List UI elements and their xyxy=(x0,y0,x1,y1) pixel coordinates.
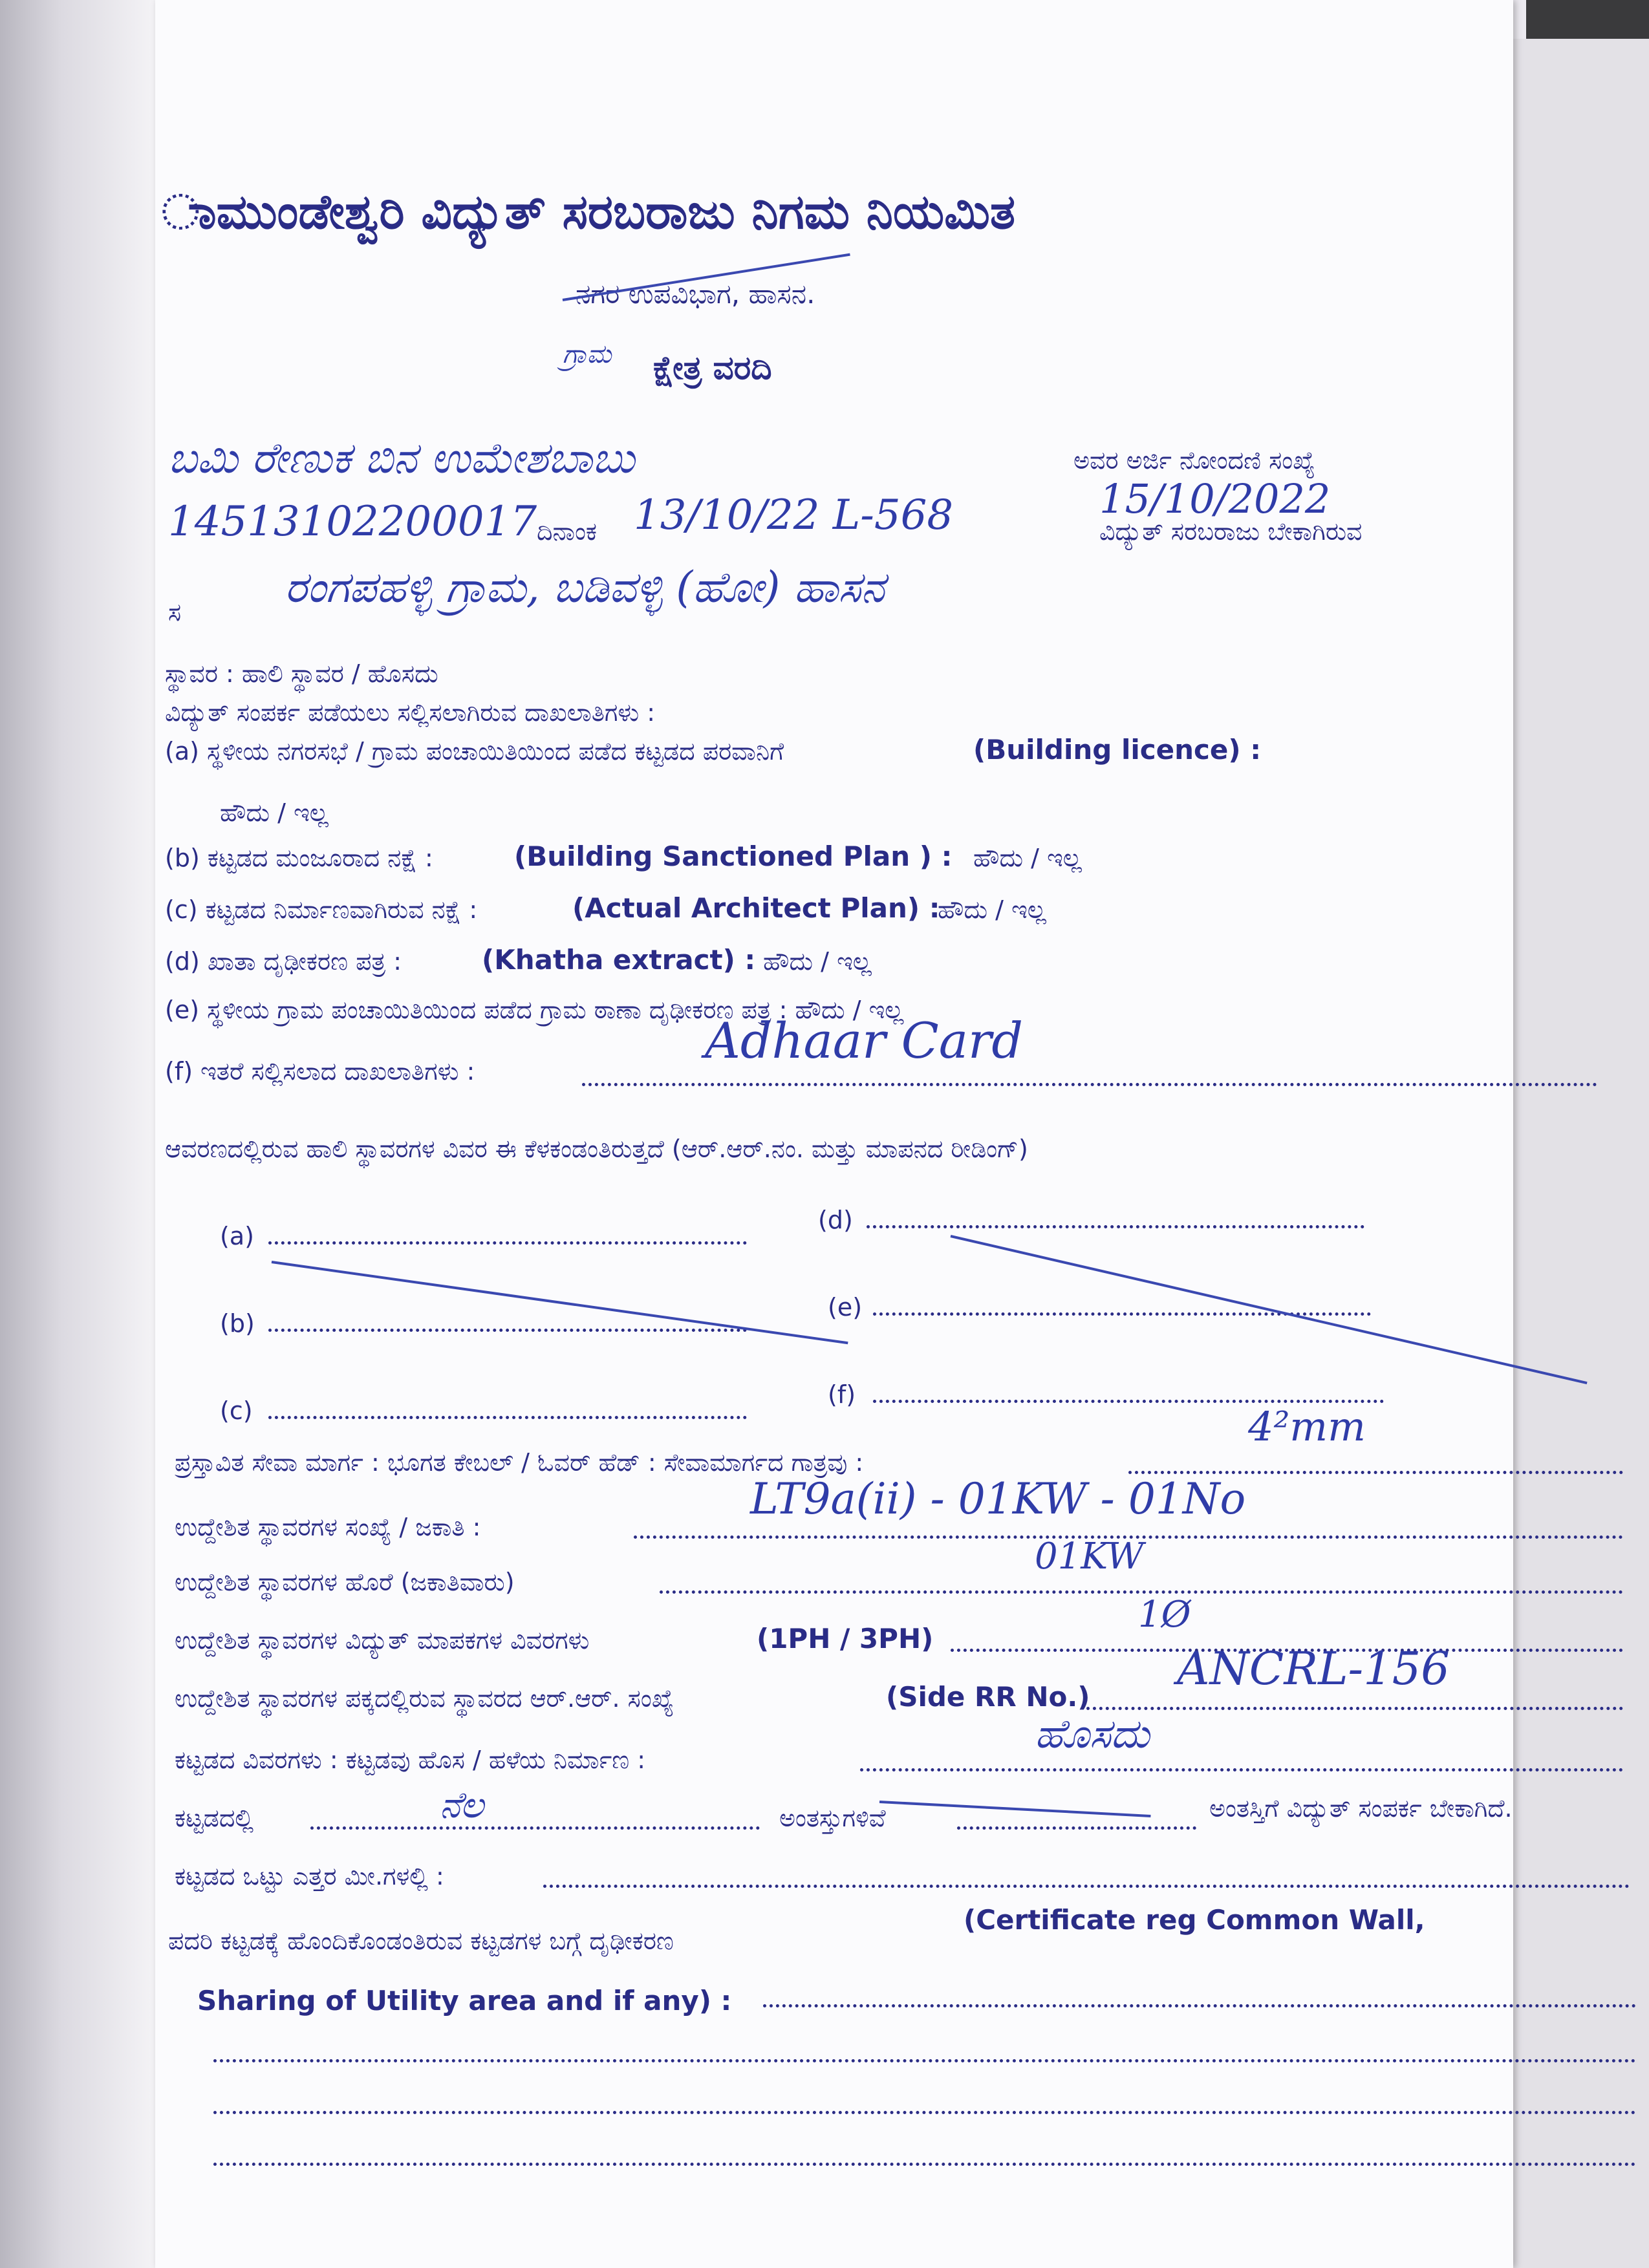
doc-f-kn: (f) ಇತರೆ ಸಲ್ಲಿಸಲಾದ ದಾಖಲಾತಿಗಳು : xyxy=(165,1057,475,1086)
existing-a-line xyxy=(268,1241,747,1245)
doc-b-kn: (b) ಕಟ್ಟಡದ ಮಂಜೂರಾದ ನಕ್ಷೆ : xyxy=(165,844,433,872)
place-prefix: ಸ xyxy=(168,598,182,626)
place-value: ರಂಗಪಹಳ್ಳಿ ಗ್ರಾಮ, ಬಡಿವಳ್ಳಿ (ಹೋ) ಹಾಸನ xyxy=(285,562,885,612)
floors-suffix: ಅಂತಸ್ತಿಗೆ ವಿದ್ಯುತ್ ಸಂಪರ್ಕ ಬೇಕಾಗಿದೆ. xyxy=(1209,1794,1513,1823)
doc-c-kn: (c) ಕಟ್ಟಡದ ನಿರ್ಮಾಣವಾಗಿರುವ ನಕ್ಷೆ : xyxy=(165,895,478,924)
common-wall-kn: ಪದರಿ ಕಟ್ಟಡಕ್ಕೆ ಹೊಂದಿಕೊಂಡಂತಿರುವ ಕಟ್ಟಡಗಳ ಬಗ್ಗೆ ದೃಢೀಕರಣ xyxy=(168,1927,674,1955)
applicant-name: ಬಮಿ ರೇಣುಕ ಬಿನ ಉಮೇಶಬಾಬು xyxy=(168,433,635,483)
existing-c-label: (c) xyxy=(220,1396,253,1425)
doc-c-yes-no: ಹೌದು / ಇಲ್ಲ xyxy=(938,895,1046,924)
doc-d-kn: (d) ಖಾತಾ ದೃಢೀಕರಣ ಪತ್ರ : xyxy=(165,947,402,976)
doc-f-value: Adhaar Card xyxy=(705,1012,1024,1069)
doc-d-yes-no: ಹೌದು / ಇಲ್ಲ xyxy=(763,947,872,976)
existing-a-label: (a) xyxy=(220,1222,254,1250)
building-label: ಕಟ್ಟಡದ ವಿವರಗಳು : ಕಟ್ಟಡವು ಹೊಸ / ಹಳೆಯ ನಿರ್ಮಾಣ : xyxy=(175,1746,646,1774)
service-line-label: ಪ್ರಸ್ತಾವಿತ ಸೇವಾ ಮಾರ್ಗ : ಭೂಗತ ಕೇಬಲ್ / ಓವರ್ ಹೆಡ್ : ಸೇವಾಮಾರ್ಗದ ಗಾತ್ರವು : xyxy=(175,1448,864,1477)
height-label: ಕಟ್ಟಡದ ಒಟ್ಟು ಎತ್ತರ ಮೀ.ಗಳಲ್ಲಿ : xyxy=(175,1862,444,1890)
side-rr-en: (Side RR No.) xyxy=(886,1681,1090,1713)
common-wall-en: (Certificate reg Common Wall, xyxy=(964,1904,1425,1936)
subdivision: ನಗರ ಉಪವಿಭಾಗ, ಹಾಸನ. xyxy=(576,278,815,310)
floors-strike xyxy=(879,1801,1151,1817)
existing-c-line xyxy=(268,1416,747,1419)
date-value: 13/10/22 L-568 xyxy=(634,491,954,539)
common-dots-2 xyxy=(213,2059,1636,2062)
side-rr-value: ANCRL-156 xyxy=(1177,1642,1450,1695)
height-dots xyxy=(543,1885,1630,1888)
common-dots-4 xyxy=(213,2163,1636,2166)
building-value: ಹೊಸದು xyxy=(1035,1710,1150,1757)
common-wall-en2: Sharing of Utility area and if any) : xyxy=(197,1985,732,2017)
existing-d-line xyxy=(867,1225,1364,1228)
meter-en: (1PH / 3PH) xyxy=(757,1623,934,1654)
load-label: ಉದ್ದೇಶಿತ ಸ್ಥಾವರಗಳ ಹೊರೆ (ಜಕಾತಿವಾರು) xyxy=(175,1568,515,1596)
common-dots-3 xyxy=(213,2111,1636,2114)
side-rr-dots xyxy=(1086,1707,1623,1710)
floors-mid: ಅಂತಸ್ತುಗಳಿವೆ xyxy=(779,1804,886,1832)
floors-dots-2 xyxy=(957,1826,1196,1830)
side-rr-label: ಉದ್ದೇಶಿತ ಸ್ಥಾವರಗಳ ಪಕ್ಕದಲ್ಲಿರುವ ಸ್ಥಾವರದ ಆರ್.ಆರ್. ಸಂಖ್ಯೆ xyxy=(175,1684,674,1713)
doc-d-en: (Khatha extract) : xyxy=(482,944,756,976)
doc-b-en: (Building Sanctioned Plan ) : xyxy=(514,840,953,872)
existing-d-label: (d) xyxy=(818,1206,853,1234)
reg-no-label: ಅವರ ಅರ್ಜಿ ನೋಂದಣಿ ಸಂಖ್ಯೆ xyxy=(1073,446,1315,475)
installation-count-value: LT9a(ii) - 01KW - 01No xyxy=(750,1474,1246,1524)
floors-prefix: ಕಟ್ಟಡದಲ್ಲಿ xyxy=(175,1804,254,1832)
doc-a-yes-no: ಹೌದು / ಇಲ್ಲ xyxy=(220,798,329,827)
existing-b-line xyxy=(268,1329,747,1332)
existing-f-label: (f) xyxy=(828,1380,856,1409)
installation-count-label: ಉದ್ದೇಶಿತ ಸ್ಥಾವರಗಳ ಸಂಖ್ಯೆ / ಜಕಾತಿ : xyxy=(175,1513,481,1541)
doc-b-yes-no: ಹೌದು / ಇಲ್ಲ xyxy=(973,844,1082,872)
doc-e-kn: (e) ಸ್ಥಳೀಯ ಗ್ರಾಮ ಪಂಚಾಯಿತಿಯಿಂದ ಪಡೆದ ಗ್ರಾಮ ಠಾಣಾ ದೃಢೀಕರಣ ಪತ್ರ : ಹೌದು / ಇಲ್ಲ xyxy=(165,996,904,1024)
service-line-size: 4²mm xyxy=(1248,1403,1366,1450)
reg-number: 14513102200017 xyxy=(168,498,537,546)
doc-a-en: (Building licence) : xyxy=(973,734,1262,765)
meter-label: ಉದ್ದೇಶಿತ ಸ್ಥಾವರಗಳ ವಿದ್ಯುತ್ ಮಾಪಕಗಳ ವಿವರಗಳು xyxy=(175,1626,590,1654)
existing-e-label: (e) xyxy=(828,1293,863,1321)
date-value-2: 15/10/2022 xyxy=(1099,475,1331,522)
load-value: 01KW xyxy=(1035,1535,1144,1578)
doc-f-dotline xyxy=(582,1083,1597,1086)
doc-c-en: (Actual Architect Plan) : xyxy=(572,892,940,924)
building-dots xyxy=(860,1768,1623,1771)
docs-heading: ವಿದ್ಯುತ್ ಸಂಪರ್ಕ ಪಡೆಯಲು ಸಲ್ಲಿಸಲಾಗಿರುವ ದಾಖಲಾತಿಗಳು : xyxy=(165,698,656,727)
handwritten-mark: ಗ್ರಾಮ xyxy=(563,339,612,369)
floors-value: ನೆಲ xyxy=(440,1784,484,1826)
common-dots-1 xyxy=(763,2004,1636,2007)
cross-line-2 xyxy=(951,1235,1588,1384)
meter-value: 1Ø xyxy=(1138,1594,1191,1636)
field-report-page xyxy=(155,0,1513,2268)
installation-type: ಸ್ಥಾವರ : ಹಾಲಿ ಸ್ಥಾವರ / ಹೊಸದು xyxy=(165,659,438,688)
floors-dots-1 xyxy=(310,1826,760,1830)
existing-heading: ಆವರಣದಲ್ಲಿರುವ ಹಾಲಿ ಸ್ಥಾವರಗಳ ವಿವರ ಈ ಕೆಳಕಂಡಂತಿರುತ್ತದೆ (ಆರ್.ಆರ್.ನಂ. ಮತ್ತು ಮಾಪನದ ರೀಡಿಂಗ್) xyxy=(165,1135,1028,1163)
report-title: ಕ್ಷೇತ್ರ ವರದಿ xyxy=(653,349,772,387)
underlying-page xyxy=(1500,39,1649,2268)
book-spine xyxy=(0,0,155,2268)
supply-required-label: ವಿದ್ಯುತ್ ಸರಬರಾಜು ಬೇಕಾಗಿರುವ xyxy=(1099,517,1363,546)
company-title: ಾಮುಂಡೇಶ್ವರಿ ವಿದ್ಯುತ್ ಸರಬರಾಜು ನಿಗಮ ನಿಯಮಿತ xyxy=(162,184,1016,240)
existing-b-label: (b) xyxy=(220,1309,255,1338)
date-label: ದಿನಾಂಕ xyxy=(537,517,598,546)
doc-a-kn: (a) ಸ್ಥಳೀಯ ನಗರಸಭೆ / ಗ್ರಾಮ ಪಂಚಾಯಿತಿಯಿಂದ ಪಡೆದ ಕಟ್ಟಡದ ಪರವಾನಿಗೆ xyxy=(165,737,784,765)
